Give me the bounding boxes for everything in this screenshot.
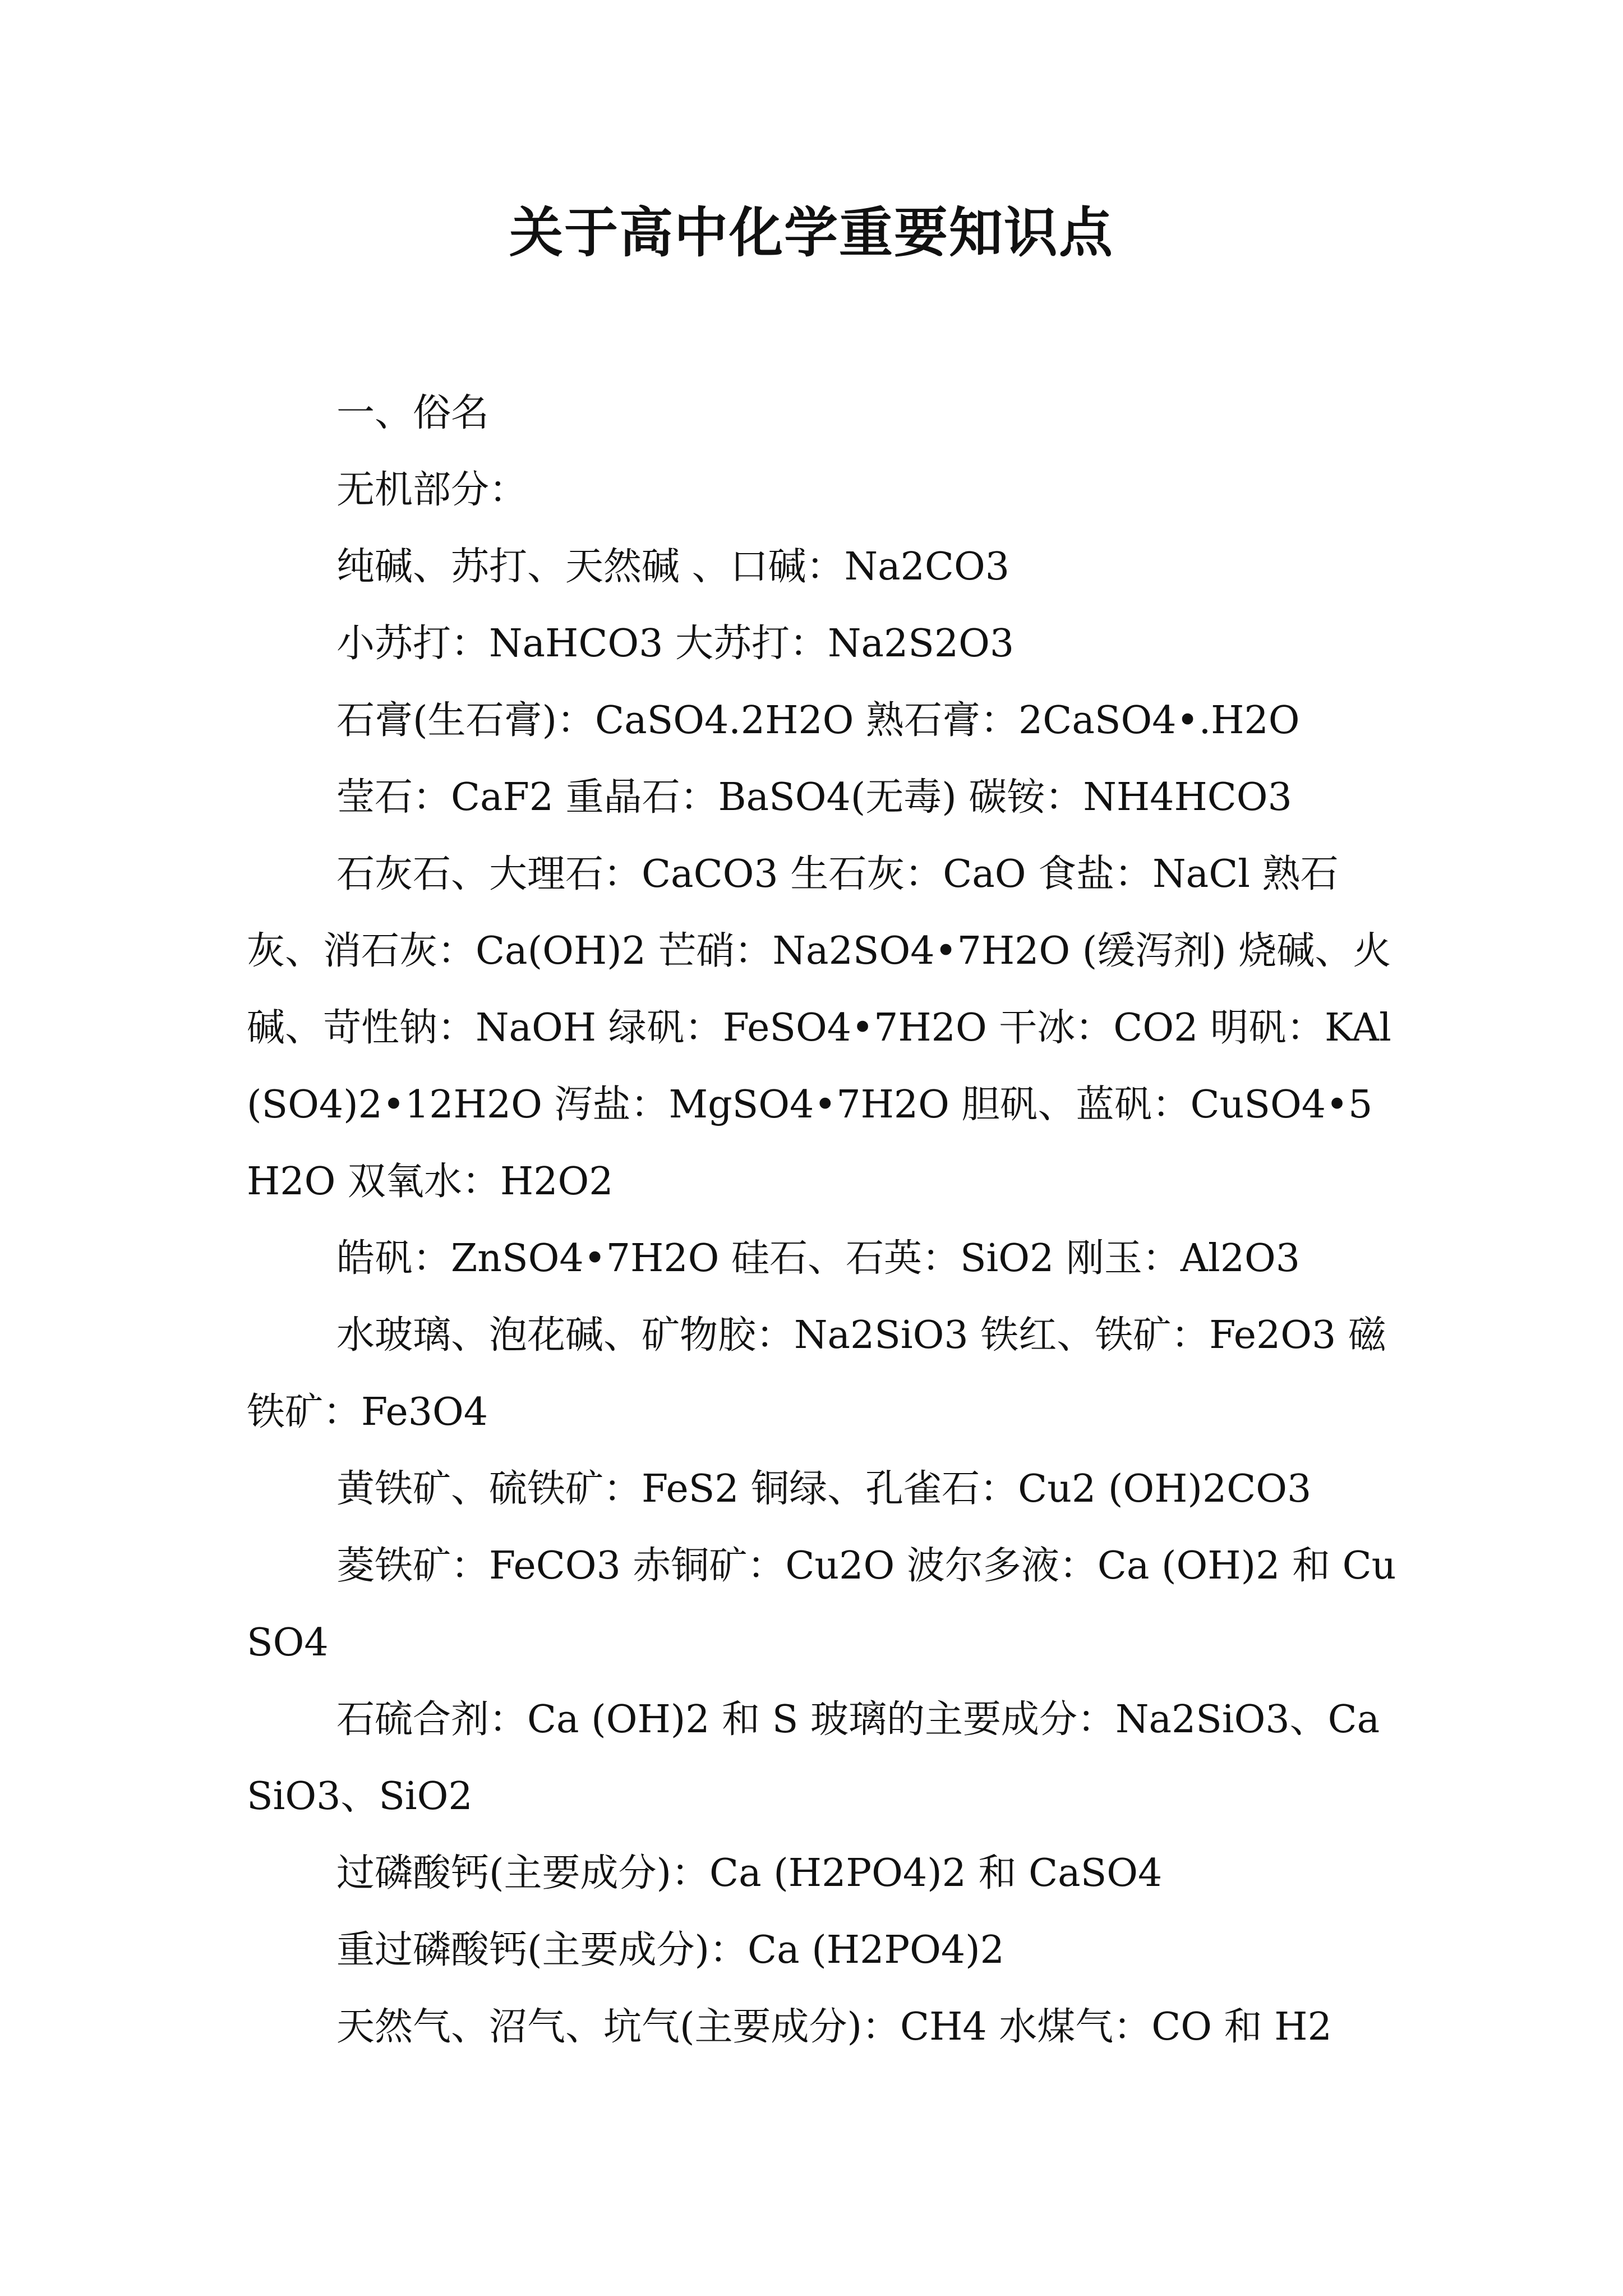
paragraph: 纯碱、苏打、天然碱 、口碱：Na2CO3: [336, 545, 1009, 589]
paragraph: 皓矾：ZnSO4•7H2O 硅石、石英：SiO2 刚玉：Al2O3: [336, 1236, 1301, 1281]
paragraph: 天然气、沼气、坑气(主要成分)：CH4 水煤气：CO 和 H2: [336, 2005, 1332, 2049]
paragraph: 重过磷酸钙(主要成分)：Ca (H2PO4)2: [336, 1928, 1004, 1972]
section-heading-names: 一、俗名: [336, 391, 490, 435]
paragraph: 石硫合剂：Ca (OH)2 和 S 玻璃的主要成分：Na2SiO3、CaSiO3、SiO2: [247, 1697, 1380, 1819]
paragraph: 石灰石、大理石：CaCO3 生石灰：CaO 食盐：NaCl 熟石灰、消石灰：Ca(OH)2 芒硝：Na2SO4•7H2O (缓泻剂) 烧碱、火碱、苛性钠：NaOH 绿矾：FeSO4•7H2O 干冰：CO2 明矾：KAl (SO4)2•12H2O 泻盐：MgSO4•7H2O 胆矾、蓝矾：CuSO4•5H2O 双氧水：H2O2: [247, 852, 1391, 1204]
paragraph: 石膏(生石膏)：CaSO4.2H2O 熟石膏：2CaSO4•.H2O: [336, 698, 1300, 743]
document-title: 关于高中化学重要知识点: [509, 201, 1114, 264]
subsection-heading-inorganic: 无机部分：: [336, 468, 528, 512]
paragraph: 菱铁矿：FeCO3 赤铜矿：Cu2O 波尔多液：Ca (OH)2 和 CuSO4: [247, 1544, 1396, 1665]
paragraph: 小苏打：NaHCO3 大苏打：Na2S2O3: [336, 622, 1015, 666]
paragraph: 黄铁矿、硫铁矿：FeS2 铜绿、孔雀石：Cu2 (OH)2CO3: [336, 1467, 1312, 1511]
paragraph: 过磷酸钙(主要成分)：Ca (H2PO4)2 和 CaSO4: [336, 1851, 1163, 1895]
paragraph: 水玻璃、泡花碱、矿物胶：Na2SiO3 铁红、铁矿：Fe2O3 磁铁矿：Fe3O4: [247, 1313, 1386, 1434]
paragraph: 莹石：CaF2 重晶石：BaSO4(无毒) 碳铵：NH4HCO3: [336, 775, 1292, 820]
document-body: [247, 375, 1402, 2065]
